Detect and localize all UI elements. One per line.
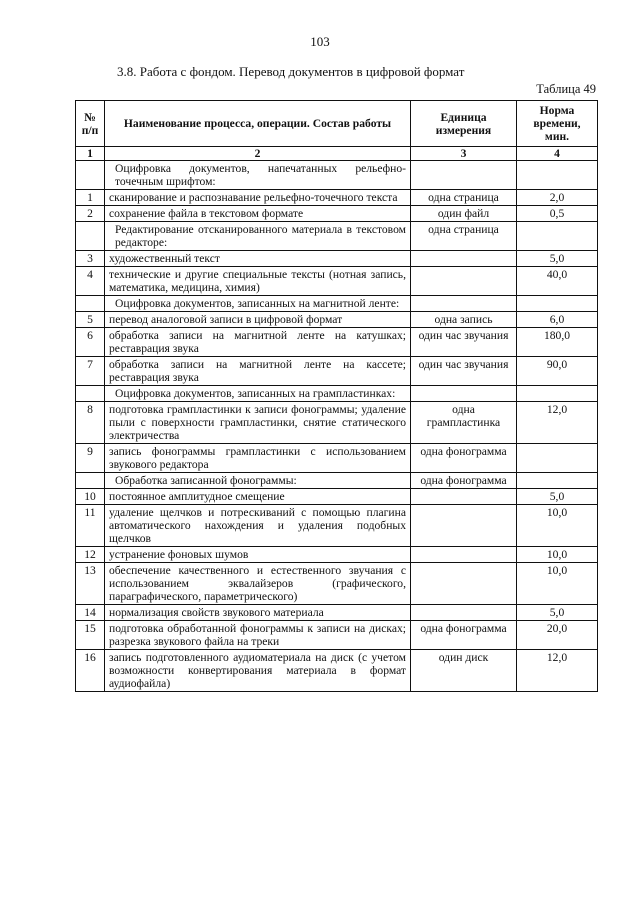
row-number: 11	[76, 505, 105, 547]
table-group-row	[76, 386, 598, 402]
row-number: 13	[76, 563, 105, 605]
operation-name: Оцифровка документов, записанных на грампластинках:	[105, 386, 411, 402]
table-row	[76, 605, 598, 621]
row-number: 4	[76, 267, 105, 296]
row-number	[76, 386, 105, 402]
row-number: 1	[76, 190, 105, 206]
unit-of-measure	[411, 251, 517, 267]
table-row	[76, 328, 598, 357]
unit-of-measure: один диск	[411, 650, 517, 692]
operation-name: Оцифровка документов, записанных на магнитной ленте:	[105, 296, 411, 312]
unit-of-measure	[411, 489, 517, 505]
table-label: Таблица 49	[536, 82, 596, 96]
table-row	[76, 190, 598, 206]
table-row	[76, 650, 598, 692]
header-name: Наименование процесса, операции. Состав работы	[105, 101, 411, 147]
operation-name: подготовка грампластинки к записи фонограммы; удаление пыли с поверхности грампластинки, снятие статического электричества	[105, 402, 411, 444]
table-row	[76, 312, 598, 328]
time-norm: 10,0	[517, 547, 598, 563]
row-number: 16	[76, 650, 105, 692]
unit-of-measure	[411, 296, 517, 312]
time-norm	[517, 444, 598, 473]
section-title: 3.8. Работа с фондом. Перевод документов в цифровой формат	[117, 64, 465, 79]
table-row	[76, 402, 598, 444]
unit-of-measure: одна страница	[411, 190, 517, 206]
operation-name: сканирование и распознавание рельефно-точечного текста	[105, 190, 411, 206]
row-number	[76, 473, 105, 489]
unit-of-measure	[411, 505, 517, 547]
time-norm	[517, 222, 598, 251]
time-norm: 40,0	[517, 267, 598, 296]
time-norm: 12,0	[517, 650, 598, 692]
time-norm: 5,0	[517, 251, 598, 267]
table-group-row	[76, 473, 598, 489]
row-number: 15	[76, 621, 105, 650]
column-number: 2	[105, 147, 411, 161]
operation-name: постоянное амплитудное смещение	[105, 489, 411, 505]
unit-of-measure: один файл	[411, 206, 517, 222]
unit-of-measure: один час звучания	[411, 357, 517, 386]
time-norm: 12,0	[517, 402, 598, 444]
table-row	[76, 267, 598, 296]
time-norm: 10,0	[517, 563, 598, 605]
table-header-row	[76, 101, 598, 147]
time-norm	[517, 386, 598, 402]
time-norms-table	[75, 100, 598, 692]
column-number: 3	[411, 147, 517, 161]
row-number: 5	[76, 312, 105, 328]
table-row	[76, 547, 598, 563]
unit-of-measure: одна запись	[411, 312, 517, 328]
row-number: 7	[76, 357, 105, 386]
column-numbers-row	[76, 147, 598, 161]
row-number: 14	[76, 605, 105, 621]
operation-name: обработка записи на магнитной ленте на кассете; реставрация звука	[105, 357, 411, 386]
row-number: 3	[76, 251, 105, 267]
column-number: 1	[76, 147, 105, 161]
time-norm	[517, 473, 598, 489]
table-row	[76, 505, 598, 547]
row-number: 6	[76, 328, 105, 357]
time-norm: 0,5	[517, 206, 598, 222]
time-norm: 90,0	[517, 357, 598, 386]
operation-name: удаление щелчков и потрескиваний с помощью плагина автоматического нахождения и удаления подобных щелчков	[105, 505, 411, 547]
table-row	[76, 206, 598, 222]
operation-name: обработка записи на магнитной ленте на катушках; реставрация звука	[105, 328, 411, 357]
table-row	[76, 251, 598, 267]
time-norm	[517, 296, 598, 312]
operation-name: Редактирование отсканированного материала в текстовом редакторе:	[105, 222, 411, 251]
row-number	[76, 161, 105, 190]
time-norm: 180,0	[517, 328, 598, 357]
time-norm: 5,0	[517, 489, 598, 505]
unit-of-measure: одна фонограмма	[411, 621, 517, 650]
unit-of-measure	[411, 386, 517, 402]
table-row	[76, 444, 598, 473]
time-norm: 5,0	[517, 605, 598, 621]
operation-name: запись подготовленного аудиоматериала на диск (с учетом возможности конвертирования материала в формат аудиофайла)	[105, 650, 411, 692]
page-number: 103	[310, 34, 330, 49]
table-group-row	[76, 161, 598, 190]
row-number: 9	[76, 444, 105, 473]
table-group-row	[76, 296, 598, 312]
operation-name: нормализация свойств звукового материала	[105, 605, 411, 621]
unit-of-measure	[411, 563, 517, 605]
operation-name: устранение фоновых шумов	[105, 547, 411, 563]
header-num: № п/п	[76, 101, 105, 147]
operation-name: технические и другие специальные тексты (нотная запись, математика, медицина, химия)	[105, 267, 411, 296]
table-row	[76, 621, 598, 650]
time-norm: 20,0	[517, 621, 598, 650]
row-number: 2	[76, 206, 105, 222]
unit-of-measure: одна страница	[411, 222, 517, 251]
time-norm: 2,0	[517, 190, 598, 206]
time-norm	[517, 161, 598, 190]
operation-name: перевод аналоговой записи в цифровой формат	[105, 312, 411, 328]
unit-of-measure	[411, 267, 517, 296]
row-number	[76, 296, 105, 312]
time-norm: 10,0	[517, 505, 598, 547]
operation-name: Оцифровка документов, напечатанных рельефно-точечным шрифтом:	[105, 161, 411, 190]
unit-of-measure	[411, 161, 517, 190]
row-number: 8	[76, 402, 105, 444]
operation-name: сохранение файла в текстовом формате	[105, 206, 411, 222]
operation-name: обеспечение качественного и естественного звучания с использованием эквалайзеров (графического, параграфического, параметрического)	[105, 563, 411, 605]
operation-name: запись фонограммы грампластинки с использованием звукового редактора	[105, 444, 411, 473]
header-norm: Норма времени, мин.	[517, 101, 598, 147]
unit-of-measure: одна фонограмма	[411, 473, 517, 489]
table-row	[76, 563, 598, 605]
row-number	[76, 222, 105, 251]
header-unit: Единица измерения	[411, 101, 517, 147]
row-number: 10	[76, 489, 105, 505]
column-number: 4	[517, 147, 598, 161]
table-row	[76, 357, 598, 386]
row-number: 12	[76, 547, 105, 563]
operation-name: художественный текст	[105, 251, 411, 267]
table-row	[76, 489, 598, 505]
unit-of-measure: один час звучания	[411, 328, 517, 357]
operation-name: Обработка записанной фонограммы:	[105, 473, 411, 489]
operation-name: подготовка обработанной фонограммы к записи на дисках; разрезка звукового файла на треки	[105, 621, 411, 650]
table-body	[76, 161, 598, 692]
unit-of-measure: одна фонограмма	[411, 444, 517, 473]
unit-of-measure	[411, 605, 517, 621]
unit-of-measure	[411, 547, 517, 563]
table-group-row	[76, 222, 598, 251]
time-norm: 6,0	[517, 312, 598, 328]
unit-of-measure: одна грампластинка	[411, 402, 517, 444]
